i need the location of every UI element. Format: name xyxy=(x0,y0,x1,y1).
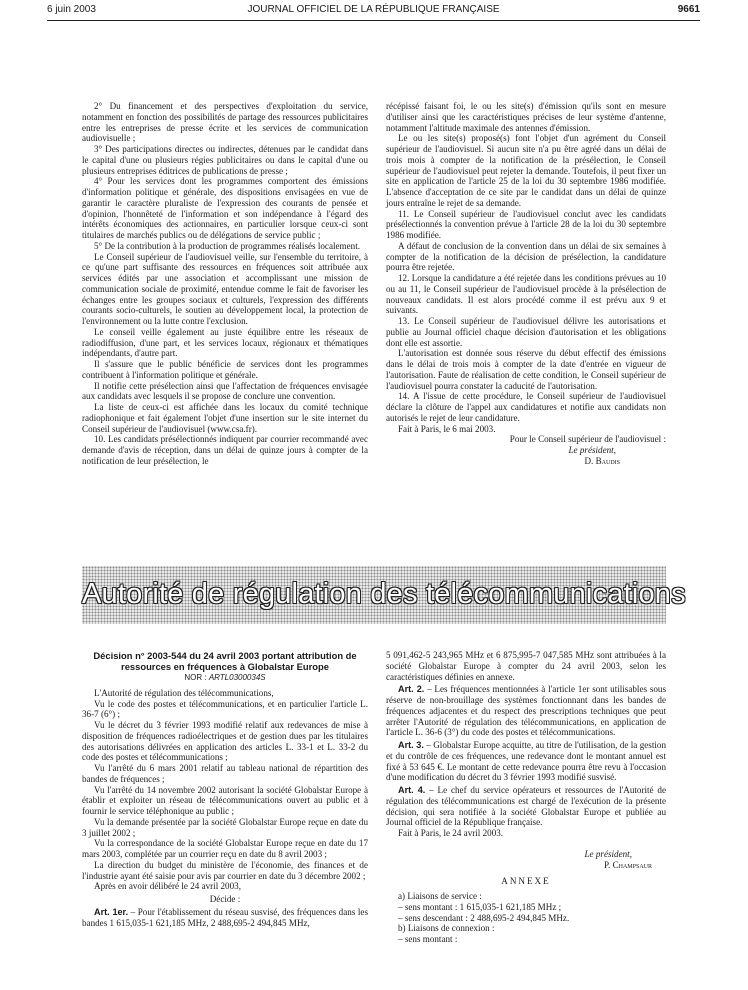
paragraph: Il notifie cette présélection ainsi que l'affectation de fréquences envisagée aux candidats avec lesquels il se propose de conclure une convention. xyxy=(82,380,368,402)
decision-column xyxy=(82,650,368,928)
paragraph: récépissé faisant foi, le ou les site(s) d'émission qu'ils sont en mesure d'utiliser ainsi que les caractéristiques précises de leur système d'antenne, notamment l'altitude maximale des antennes d'émission. xyxy=(386,101,666,133)
annexe-line: a) Liaisons de service : xyxy=(398,891,482,901)
nor-code: ARTL0300034S xyxy=(208,673,266,682)
signer xyxy=(386,456,620,467)
paragraph: L'autorisation est donnée sous réserve du début effectif des émissions dans le délai de trois mois à compter de la date d'entrée en vigueur de l'autorisation. Faute de réalisation de cette condition, le Conseil supérieur de l'audiovisuel pourra constater la caducité de l'autorisation. xyxy=(386,348,666,391)
paragraph: Vu l'arrêté du 6 mars 2001 relatif au tableau national de répartition des bandes de fréquences ; xyxy=(82,763,368,784)
paragraph: L'Autorité de régulation des télécommunications, xyxy=(94,687,274,698)
paragraph: 14. A l'issue de cette procédure, le Conseil supérieur de l'audiovisuel déclare la clôture de l'appel aux candidatures et notifie aux candidats non autorisés le rejet de leur candidature. xyxy=(386,391,666,423)
paragraph: 10. Les candidats présélectionnés indiquent par courrier recommandé avec demande d'avis de réception, dans un délai de quinze jours à compter de la notification de leur présélection, le xyxy=(82,434,368,466)
signer-name: Champsaur xyxy=(612,859,652,870)
article-text: – Les fréquences mentionnées à l'article 1er sont utilisables sous réserve de non-brouillage des systèmes fonctionnant dans les bandes de fréquences adjacentes et du respect des prescriptions techniques que peut arrêter l'Autorité de régulation des télécommunications, en application de l'article L. 36-6 (3°) du code des postes et télécommunications. xyxy=(386,684,666,738)
section-banner xyxy=(82,566,686,624)
paragraph: Vu la correspondance de la société Globalstar Europe reçue en date du 17 mars 2003, complétée par un courrier reçu en date du 8 avril 2003 ; xyxy=(82,838,368,859)
article-text: – Pour l'établissement du réseau susvisé, des fréquences dans les bandes 1 615,035-1 621,185 MHz, 2 488,695-2 494,845 MHz, xyxy=(82,906,368,928)
nor-reference xyxy=(82,673,368,684)
decide-label: Décide : xyxy=(209,894,241,904)
paragraph: Vu le code des postes et télécommunications, et en particulier l'article L. 36-7 (6°) ; xyxy=(82,698,368,720)
article-text: – Globalstar Europe acquitte, au titre de l'utilisation, de la gestion et du contrôle de ces fréquences, une redevance dont le montant annuel est fixé à 53 645 €. Le montant de cette redevance pourra être revu à l'occasion d'une modification du décret du 3 février 1993 modifié susvisé. xyxy=(386,740,666,783)
top-right-column xyxy=(386,101,666,467)
paragraph: 3° Des participations directes ou indirectes, détenues par le candidat dans le capital d'une ou plusieurs régies publicitaires ou dans le capital d'une ou plusieurs entreprises éditrices de publications de presse ; xyxy=(82,144,368,176)
section-banner-title: Autorité de régulation des télécommunications xyxy=(82,578,686,610)
article-1 xyxy=(82,907,368,929)
paragraph: 5 091,462-5 243,965 MHz et 6 875,995-7 047,585 MHz sont attribuées à la société Globalstar Europe à compter du 24 avril 2003, selon les caractéristiques définies en annexe. xyxy=(386,650,666,682)
paragraph: 5° De la contribution à la production de programmes réalisés localement. xyxy=(94,240,361,251)
paragraph: La direction du budget du ministère de l'économie, des finances et de l'industrie ayant été saisie pour avis par courrier en date du 3 décembre 2002 ; xyxy=(82,859,368,881)
paragraph: Après en avoir délibéré le 24 avril 2003, xyxy=(94,881,241,892)
signer-initial: D. xyxy=(584,455,594,466)
signer-title: Le président, xyxy=(568,445,616,455)
paragraph: Il s'assure que le public bénéficie de services dont les programmes contribuent à l'information politique et générale. xyxy=(82,359,368,380)
article-3 xyxy=(386,740,666,783)
signer-title: Le président, xyxy=(584,848,632,859)
paragraph: Vu la demande présentée par la société Globalstar Europe reçue en date du 3 juillet 2002 ; xyxy=(82,816,368,838)
signer-initial: P. xyxy=(603,859,611,870)
running-header xyxy=(47,4,700,20)
signed-for: Pour le Conseil supérieur de l'audiovisuel : xyxy=(509,434,666,445)
article-2 xyxy=(386,684,666,738)
paragraph: 13. Le Conseil supérieur de l'audiovisuel délivre les autorisations et publie au Journal officiel chaque décision d'autorisation et les obligations dont elle est assortie. xyxy=(386,316,666,348)
paragraph: Le conseil veille également au juste équilibre entre les réseaux de radiodiffusion, d'une part, et les services locaux, régionaux et thématiques indépendants, d'autre part. xyxy=(82,326,368,359)
annexe-line: – sens descendant : 2 488,695-2 494,845 MHz. xyxy=(398,912,570,923)
paragraph: 2° Du financement et des perspectives d'exploitation du service, notamment en fonction des possibilités de partage des ressources publicitaires entre les entreprises de presse écrite et les services de communication audiovisuelle ; xyxy=(82,101,368,144)
paragraph: 11. Le Conseil supérieur de l'audiovisuel conclut avec les candidats présélectionnés la convention prévue à l'article 28 de la loi du 30 septembre 1986 modifiée. xyxy=(386,208,666,240)
annexe-line: – sens montant : 1 615,035-1 621,185 MHz ; xyxy=(398,901,562,912)
decision-continuation-column xyxy=(386,650,666,945)
paragraph: Le ou les site(s) proposé(s) font l'objet d'un agrément du Conseil supérieur de l'audiovisuel. Si aucun site n'a pu être agréé dans un délai de trois mois à compter de la notification de la présélection, le Conseil supérieur de l'audiovisuel peut rejeter la demande. Toutefois, il peut fixer un site en application de l'article 25 de la loi du 30 septembre 1986 modifiée. L'absence d'acceptation de ce site par le candidat dans un délai de quinze jours entraîne le rejet de sa demande. xyxy=(386,133,666,208)
paragraph: Vu l'arrêté du 14 novembre 2002 autorisant la société Globalstar Europe à établir et exploiter un réseau de télécommunications ouvert au public et à fournir le service téléphonique au public ; xyxy=(82,784,368,816)
paragraph: A défaut de conclusion de la convention dans un délai de six semaines à compter de la notification de la décision de présélection, la candidature pourra être rejetée. xyxy=(386,240,666,273)
annexe-line: – sens montant : xyxy=(398,934,458,944)
annexe-title: ANNEXE xyxy=(501,876,551,887)
signer-name: Baudis xyxy=(595,455,620,466)
article-label: Art. 4. xyxy=(398,785,426,795)
signed-place: Fait à Paris, le 24 avril 2003. xyxy=(398,828,504,838)
header-page-number: 9661 xyxy=(677,4,700,15)
decision-title: Décision n° 2003-544 du 24 avril 2003 portant attribution de ressources en fréquences à Globalstar Europe xyxy=(93,650,357,672)
paragraph: Vu le décret du 3 février 1993 modifié relatif aux redevances de mise à disposition de fréquences radioélectriques et de gestion dues par les titulaires des autorisations délivrées en application des articles L. 33-1 et L. 33-2 du code des postes et télécommunications ; xyxy=(82,720,368,763)
article-label: Art. 3. xyxy=(398,740,424,750)
article-text: – Le chef du service opérateurs et ressources de l'Autorité de régulation des télécommunications est chargé de l'exécution de la présente décision, qui sera notifiée à la société Globalstar Europe et publiée au Journal officiel de la République française. xyxy=(386,785,666,828)
paragraph: 12. Lorsque la candidature a été rejetée dans les conditions prévues au 10 ou au 11, le Conseil supérieur de l'audiovisuel procède à la présélection de nouveaux candidats. Il est alors procédé comme il est prévu aux 9 et suivants. xyxy=(386,273,666,316)
paragraph: 4° Pour les services dont les programmes comportent des émissions d'information politique et générale, des dispositions envisagées en vue de garantir le caractère pluraliste de l'expression des courants de pensée et d'opinion, l'honnêteté de l'information et son indépendance à l'égard des intérêts économiques des actionnaires, en particulier lorsque ceux-ci sont titulaires de marchés publics ou de délégations de service public ; xyxy=(82,176,368,240)
article-label: Art. 2. xyxy=(398,684,425,695)
annexe-line: b) Liaisons de connexion : xyxy=(398,923,495,934)
paragraph: Le Conseil supérieur de l'audiovisuel veille, sur l'ensemble du territoire, à ce qu'une part suffisante des ressources en fréquences soit attribuée aux services édités par une association et accomplissant une mission de communication sociale de proximité, entendue comme le fait de favoriser les échanges entre les groupes sociaux et culturels, l'expression des différents courants socio-culturels, le soutien au développement local, la protection de l'environnement ou la lutte contre l'exclusion. xyxy=(82,251,368,326)
paragraph: La liste de ceux-ci est affichée dans les locaux du comité technique radiophonique et fait également l'objet d'une insertion sur le site internet du Conseil supérieur de l'audiovisuel (www.csa.fr). xyxy=(82,402,368,434)
top-left-column xyxy=(82,101,368,467)
nor-label: NOR : xyxy=(184,673,207,682)
header-date: 6 juin 2003 xyxy=(47,4,96,15)
signer xyxy=(386,860,652,871)
signed-place: Fait à Paris, le 6 mai 2003. xyxy=(398,423,496,434)
article-4 xyxy=(386,785,666,828)
article-label: Art. 1er. xyxy=(94,906,129,917)
header-journal-title: JOURNAL OFFICIEL DE LA RÉPUBLIQUE FRANÇAISE xyxy=(247,4,500,15)
header-rule xyxy=(47,20,700,21)
